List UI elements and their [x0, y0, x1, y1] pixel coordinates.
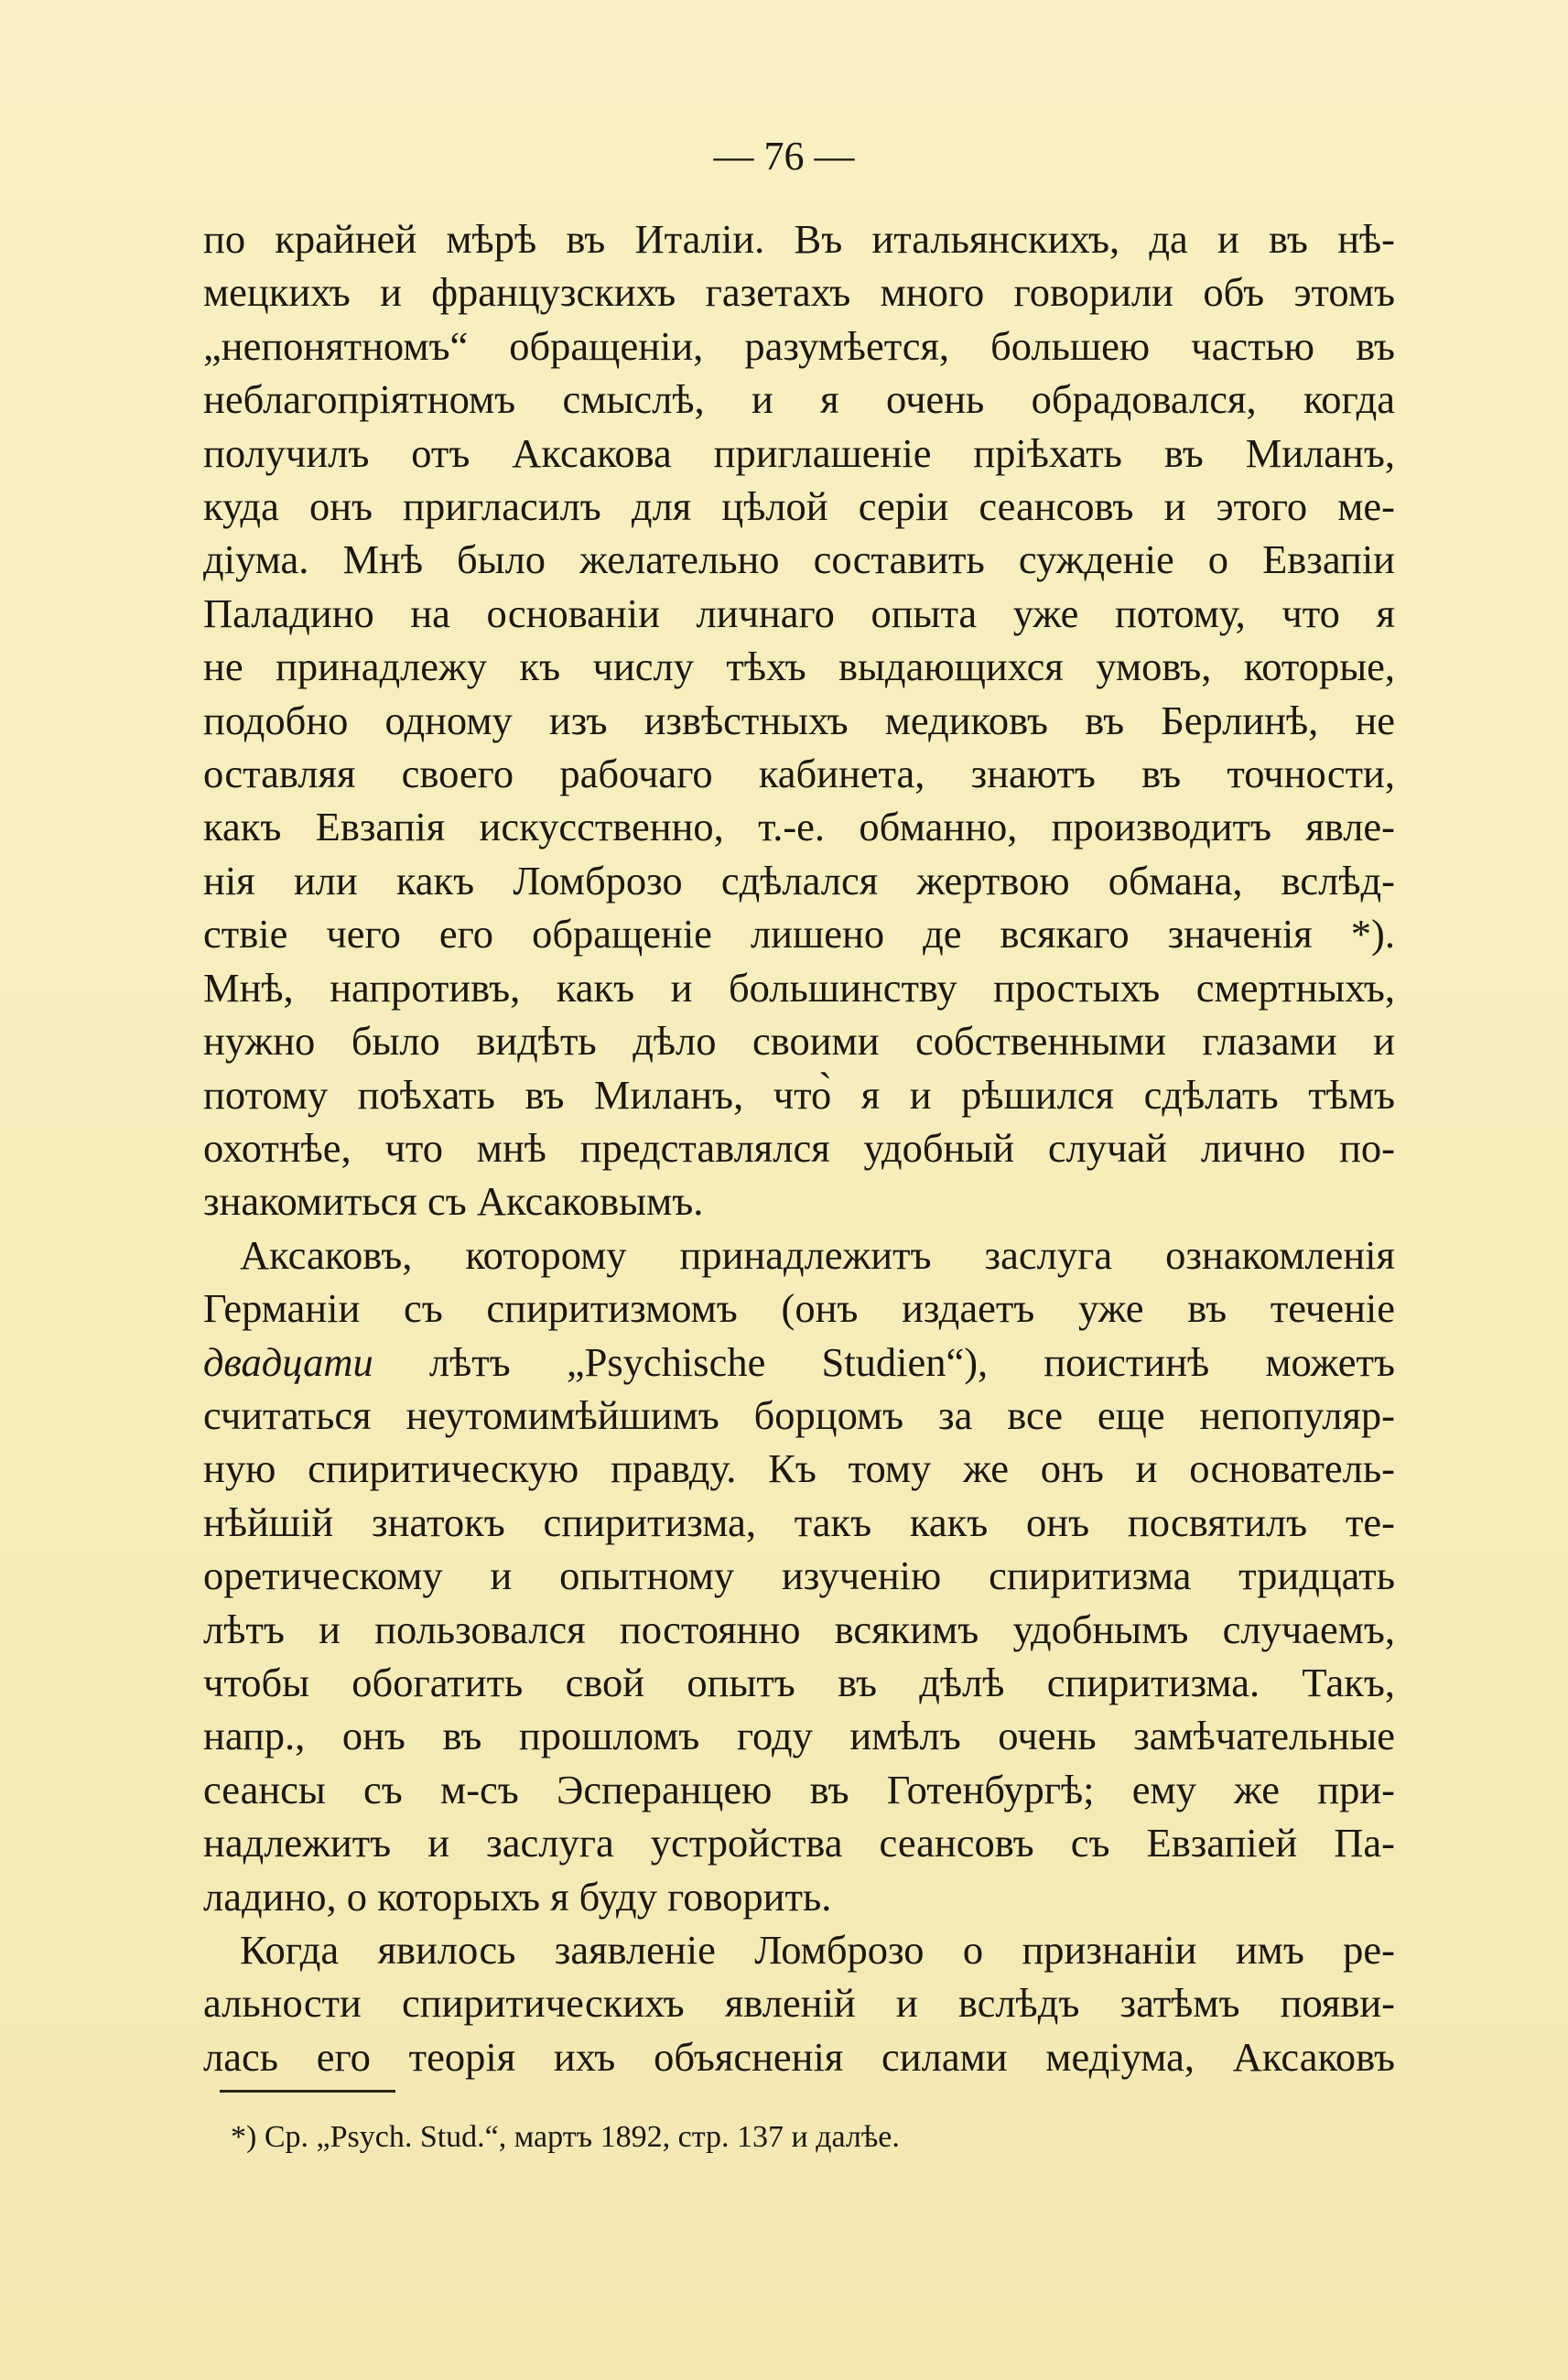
text-line: сеансы съ м-съ Эсперанцею въ Готенбургѣ; ему же при- [203, 1766, 1395, 1812]
text-line: по крайней мѣрѣ въ Италіи. Въ итальянскихъ, да и въ нѣ- [203, 216, 1395, 262]
text-line: нужно было видѣть дѣло своими собственными глазами и [203, 1018, 1395, 1065]
text-line: ствіе чего его обращеніе лишено де всякаго значенія *). [203, 911, 1395, 957]
page-number: — 76 — [713, 134, 855, 178]
text-line: подобно одному изъ извѣстныхъ медиковъ въ Берлинѣ, не [203, 697, 1395, 743]
text-line: „непонятномъ“ обращеніи, разумѣется, большею частью въ [203, 322, 1395, 369]
body-text [203, 212, 1395, 2083]
text-line: двадцати лѣтъ „Psychische Studien“), поистинѣ можетъ [203, 1338, 1395, 1385]
text-line: альности спиритическихъ явленій и вслѣдъ затѣмъ появи- [203, 1980, 1395, 2027]
text-line: охотнѣе, что мнѣ представлялся удобный случай лично по- [203, 1124, 1395, 1171]
text-line: Аксаковъ, которому принадлежитъ заслуга ознакомленія [240, 1231, 1395, 1278]
text-line: ладино, о которыхъ я буду говорить. [203, 1873, 832, 1920]
text-line: Мнѣ, напротивъ, какъ и большинству простыхъ смертныхъ, [203, 964, 1395, 1011]
text-line: нѣйшій знатокъ спиритизма, такъ какъ онъ посвятилъ те- [203, 1498, 1395, 1545]
text-line: оставляя своего рабочаго кабинета, знаютъ въ точности, [203, 751, 1395, 797]
text-line: надлежитъ и заслуга устройства сеансовъ съ Евзапіей Па- [203, 1820, 1395, 1866]
text-line: лась его теорія ихъ объясненія силами медіума, Аксаковъ [203, 2033, 1395, 2080]
text-line: неблагопріятномъ смыслѣ, и я очень обрадовался, когда [203, 376, 1395, 423]
text-line: потому поѣхать въ Миланъ, что̀ я и рѣшился сдѣлать тѣмъ [203, 1071, 1395, 1118]
text-line: чтобы обогатить свой опытъ въ дѣлѣ спиритизма. Такъ, [203, 1659, 1395, 1705]
text-line: знакомиться съ Аксаковымъ. [203, 1178, 704, 1225]
text-line: куда онъ пригласилъ для цѣлой серіи сеансовъ и этого ме- [203, 483, 1395, 530]
paragraph-2 [203, 1228, 1395, 1923]
text-line: ную спиритическую правду. Къ тому же онъ и основатель- [203, 1445, 1395, 1492]
text-line: оретическому и опытному изученію спиритизма тридцать [203, 1552, 1395, 1599]
paragraph-3 [203, 1923, 1395, 2083]
paragraph-1 [203, 212, 1395, 1228]
italic-word: двадцати [203, 1338, 373, 1385]
text-line: какъ Евзапія искусственно, т.-е. обманно, производитъ явле- [203, 804, 1395, 850]
text-line: считаться неутомимѣйшимъ борцомъ за все еще непопуляр- [203, 1391, 1395, 1438]
footnote: *) Ср. „Psych. Stud.“, мартъ 1892, стр. 137 и далѣе. [231, 2120, 900, 2154]
text-line: получилъ отъ Аксакова приглашеніе пріѣхать въ Миланъ, [203, 429, 1395, 476]
text-line: діума. Мнѣ было желательно составить сужденіе о Евзапіи [203, 536, 1395, 583]
text-line: лѣтъ и пользовался постоянно всякимъ удобнымъ случаемъ, [203, 1606, 1395, 1652]
text-line: Когда явилось заявленіе Ломброзо о признаніи имъ ре- [240, 1927, 1395, 1973]
text-line: нія или какъ Ломброзо сдѣлался жертвою обмана, вслѣд- [203, 857, 1395, 903]
text-line: не принадлежу къ числу тѣхъ выдающихся умовъ, которые, [203, 644, 1395, 690]
footnote-divider [220, 2090, 395, 2093]
text-line: напр., онъ въ прошломъ году имѣлъ очень замѣчательные [203, 1713, 1395, 1759]
text-line: Паладино на основаніи личнаго опыта уже потому, что я [203, 590, 1395, 636]
text-line: мецкихъ и французскихъ газетахъ много говорили объ этомъ [203, 269, 1395, 316]
text-line: Германіи съ спиритизмомъ (онъ издаетъ уже въ теченіе [203, 1285, 1395, 1332]
